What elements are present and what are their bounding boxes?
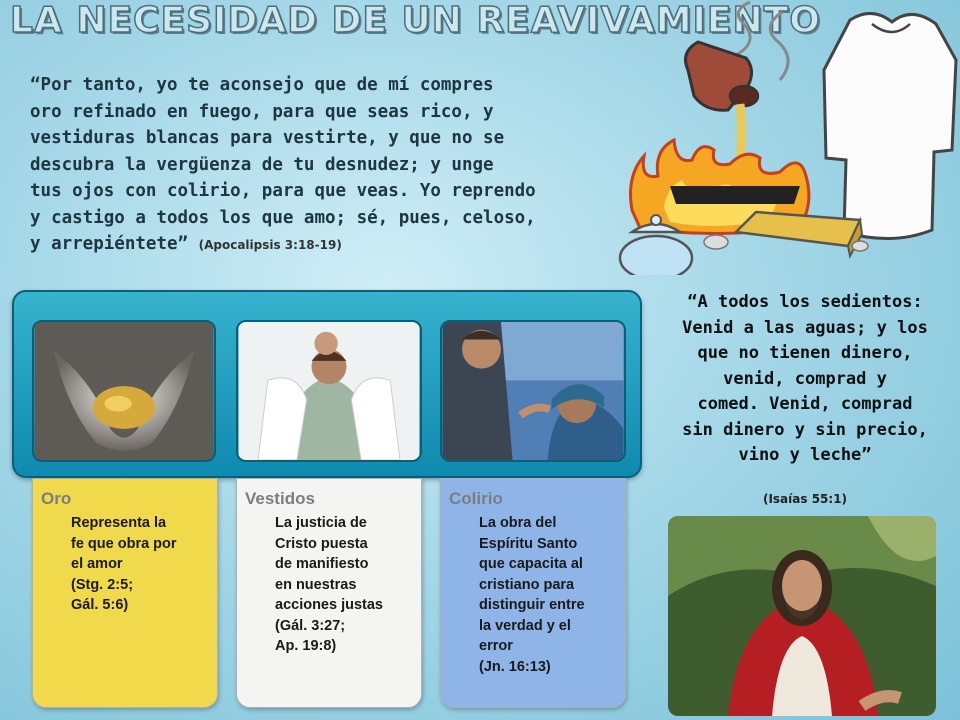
card-line: Cristo puesta (275, 535, 368, 552)
main-quote-line: y castigo a todos los que amo; sé, pues, celoso, (30, 207, 536, 228)
eye-salve-photo (440, 320, 626, 462)
card-body (479, 513, 619, 677)
card-body (71, 513, 211, 616)
main-quote-line: descubra la vergüenza de tu desnudez; y unge (30, 154, 494, 175)
side-quote-line: vino y leche” (738, 445, 872, 465)
side-quote-line: sin dinero y sin precio, (682, 419, 928, 440)
card-line: La obra del (479, 515, 557, 531)
card-line: Espíritu Santo (479, 535, 578, 552)
main-quote-line: oro refinado en fuego, para que seas rico, y (30, 101, 494, 122)
card-line: que capacita al (479, 556, 583, 572)
card-line: el amor (71, 556, 123, 572)
card-colirio (440, 478, 626, 708)
card-title: Oro (41, 489, 72, 508)
side-quote-line: comed. Venid, comprad (697, 394, 913, 414)
card-title: Colirio (449, 489, 503, 508)
card-line: Representa la (71, 515, 167, 531)
card-oro (32, 478, 218, 708)
card-line: distinguir entre (479, 597, 585, 613)
card-line: (Jn. 16:13) (479, 658, 551, 675)
card-line: cristiano para (479, 576, 575, 593)
main-quote-last-line (30, 231, 600, 259)
slide-title: LA NECESIDAD DE UN REAVIVAMIENTO (10, 0, 821, 41)
main-quote-line: vestiduras blancas para vestirte, y que no se (30, 128, 505, 148)
gold-robe-salve-illustration (610, 0, 960, 275)
card-line: fe que obra por (71, 535, 177, 552)
card-line: acciones justas (275, 597, 383, 613)
main-quote-line: “Por tanto, yo te aconsejo que de mí compres (30, 75, 494, 95)
main-quote-reference: (Apocalipsis 3:18-19) (198, 238, 342, 252)
side-quote-line: “A todos los sedientos: (687, 292, 923, 312)
white-robe-photo (236, 320, 422, 462)
card-line: (Stg. 2:5; (71, 576, 134, 593)
card-vestidos (236, 478, 422, 708)
card-line: Ap. 19:8) (275, 638, 337, 654)
side-quote-reference: (Isaías 55:1) (762, 492, 848, 506)
card-line: error (479, 638, 513, 654)
jesus-photo (668, 516, 936, 716)
card-line: de manifiesto (275, 556, 369, 572)
side-quote-line: Venid a las aguas; y los (682, 317, 928, 338)
card-line: la verdad y el (479, 617, 571, 634)
main-quote (30, 72, 600, 282)
gold-hands-photo (32, 320, 216, 462)
card-body (275, 513, 415, 657)
card-title: Vestidos (245, 489, 315, 508)
main-quote-line: tus ojos con colirio, para que veas. Yo reprendo (30, 181, 536, 201)
card-line: (Gál. 3:27; (275, 617, 346, 634)
white-robe-icon (824, 13, 956, 238)
side-quote-line: venid, comprad y (723, 368, 887, 389)
card-line: La justicia de (275, 515, 367, 531)
card-line: en nuestras (275, 576, 357, 593)
card-line: Gál. 5:6) (71, 597, 129, 613)
pitcher-icon (686, 42, 758, 110)
main-quote-line: y arrepiéntete” (30, 234, 189, 254)
side-quote-line: que no tienen dinero, (697, 343, 913, 363)
side-quote (655, 290, 955, 490)
gold-bar-icon (736, 212, 860, 246)
